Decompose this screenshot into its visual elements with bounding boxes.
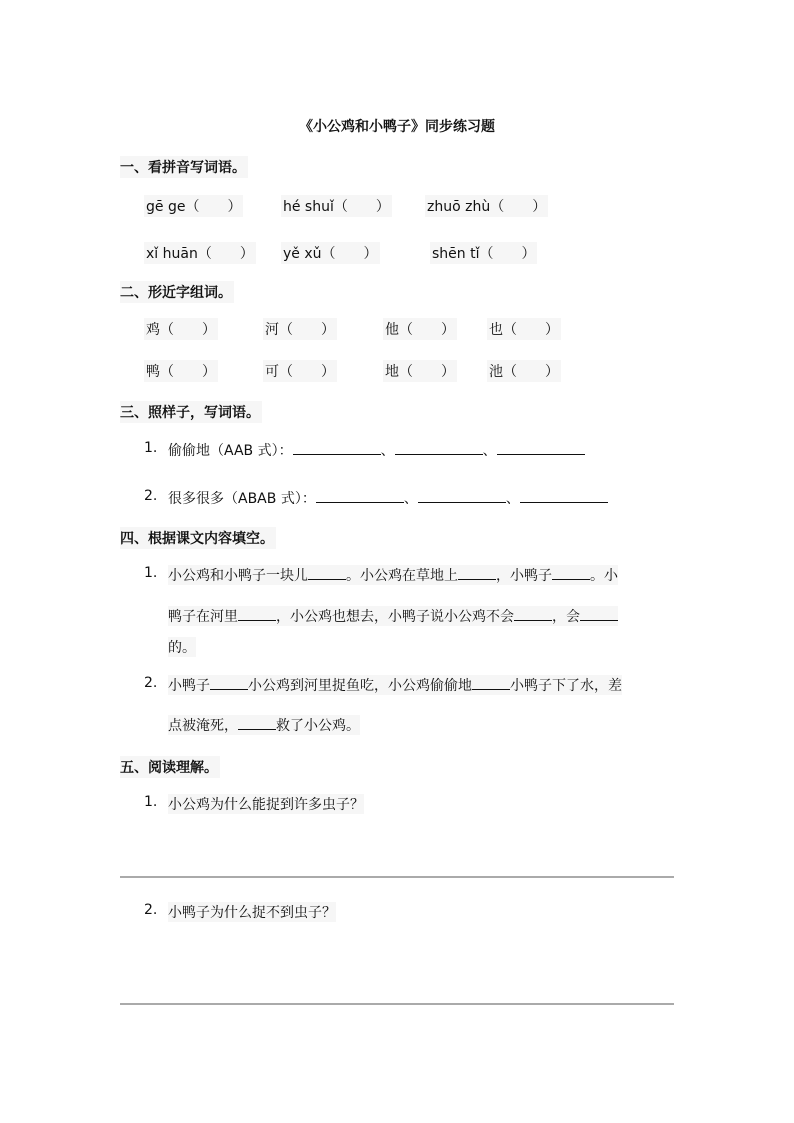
answer-blank[interactable] xyxy=(520,488,608,503)
answer-blank[interactable] xyxy=(238,606,276,621)
char-item: 他（ ） xyxy=(383,318,457,340)
fill-text: 。小公鸡在草地上 xyxy=(346,568,458,584)
answer-rule[interactable] xyxy=(120,1003,674,1005)
example-prompt: 很多很多（ABAB 式）： xyxy=(168,491,316,507)
fill-text: 鸭子在河里 xyxy=(168,609,238,625)
separator: 、 xyxy=(380,443,395,459)
answer-rule[interactable] xyxy=(120,876,674,878)
item-number: 2. xyxy=(144,488,158,504)
fill-line xyxy=(168,565,618,585)
section-heading-reading: 五、阅读理解。 xyxy=(120,756,220,778)
answer-blank[interactable] xyxy=(497,440,585,455)
separator: 、 xyxy=(505,491,520,507)
item-number: 2. xyxy=(144,675,158,691)
separator: 、 xyxy=(403,491,418,507)
char-item: 河（ ） xyxy=(263,318,337,340)
reading-question: 小鸭子为什么捉不到虫子？ xyxy=(168,902,336,922)
fill-line xyxy=(168,675,622,695)
char-item: 鸭（ ） xyxy=(144,360,218,382)
answer-blank[interactable] xyxy=(552,565,590,580)
fill-text: 小鸭子下了水，差 xyxy=(510,678,622,694)
pinyin-item: zhuō zhù（ ） xyxy=(425,195,548,217)
section-heading-examples: 三、照样子，写词语。 xyxy=(120,401,262,423)
reading-question: 小公鸡为什么能捉到许多虫子？ xyxy=(168,794,364,814)
fill-text: 救了小公鸡。 xyxy=(276,718,360,734)
char-item: 可（ ） xyxy=(263,360,337,382)
pinyin-item: xǐ huān（ ） xyxy=(144,242,256,264)
pinyin-item: gē ge（ ） xyxy=(144,195,243,217)
fill-text: ，会 xyxy=(552,609,580,625)
fill-text: 小公鸡和小鸭子一块儿 xyxy=(168,568,308,584)
fill-text: 小公鸡到河里捉鱼吃，小公鸡偷偷地 xyxy=(248,678,472,694)
answer-blank[interactable] xyxy=(418,488,506,503)
answer-blank[interactable] xyxy=(316,488,404,503)
fill-text: 。小 xyxy=(590,568,618,584)
example-prompt: 偷偷地（AAB 式）： xyxy=(168,443,293,459)
fill-text: 点被淹死， xyxy=(168,718,238,734)
answer-blank[interactable] xyxy=(293,440,381,455)
answer-blank[interactable] xyxy=(458,565,496,580)
section-heading-similar-chars: 二、形近字组词。 xyxy=(120,281,234,303)
char-item: 鸡（ ） xyxy=(144,318,218,340)
example-line-1 xyxy=(168,440,585,460)
fill-line xyxy=(168,637,196,657)
pinyin-item: yě xǔ（ ） xyxy=(281,242,380,264)
answer-blank[interactable] xyxy=(238,715,276,730)
pinyin-item: shēn tǐ（ ） xyxy=(430,242,537,264)
answer-blank[interactable] xyxy=(308,565,346,580)
item-number: 1. xyxy=(144,565,158,581)
char-item: 池（ ） xyxy=(487,360,561,382)
pinyin-item: hé shuǐ（ ） xyxy=(281,195,392,217)
answer-blank[interactable] xyxy=(580,606,618,621)
example-line-2 xyxy=(168,488,608,508)
char-item: 地（ ） xyxy=(383,360,457,382)
answer-blank[interactable] xyxy=(395,440,483,455)
page-title: 《小公鸡和小鸭子》同步练习题 xyxy=(299,119,495,135)
answer-blank[interactable] xyxy=(210,675,248,690)
item-number: 1. xyxy=(144,794,158,810)
fill-line xyxy=(168,606,618,626)
fill-text: 小鸭子 xyxy=(168,678,210,694)
answer-blank[interactable] xyxy=(472,675,510,690)
answer-blank[interactable] xyxy=(514,606,552,621)
fill-line xyxy=(168,715,360,735)
fill-text: ，小公鸡也想去，小鸭子说小公鸡不会 xyxy=(276,609,514,625)
section-heading-pinyin: 一、看拼音写词语。 xyxy=(120,156,248,178)
item-number: 1. xyxy=(144,440,158,456)
item-number: 2. xyxy=(144,902,158,918)
fill-text: ，小鸭子 xyxy=(496,568,552,584)
section-heading-fill-in: 四、根据课文内容填空。 xyxy=(120,527,276,549)
fill-text: 的。 xyxy=(168,640,196,656)
char-item: 也（ ） xyxy=(487,318,561,340)
separator: 、 xyxy=(482,443,497,459)
